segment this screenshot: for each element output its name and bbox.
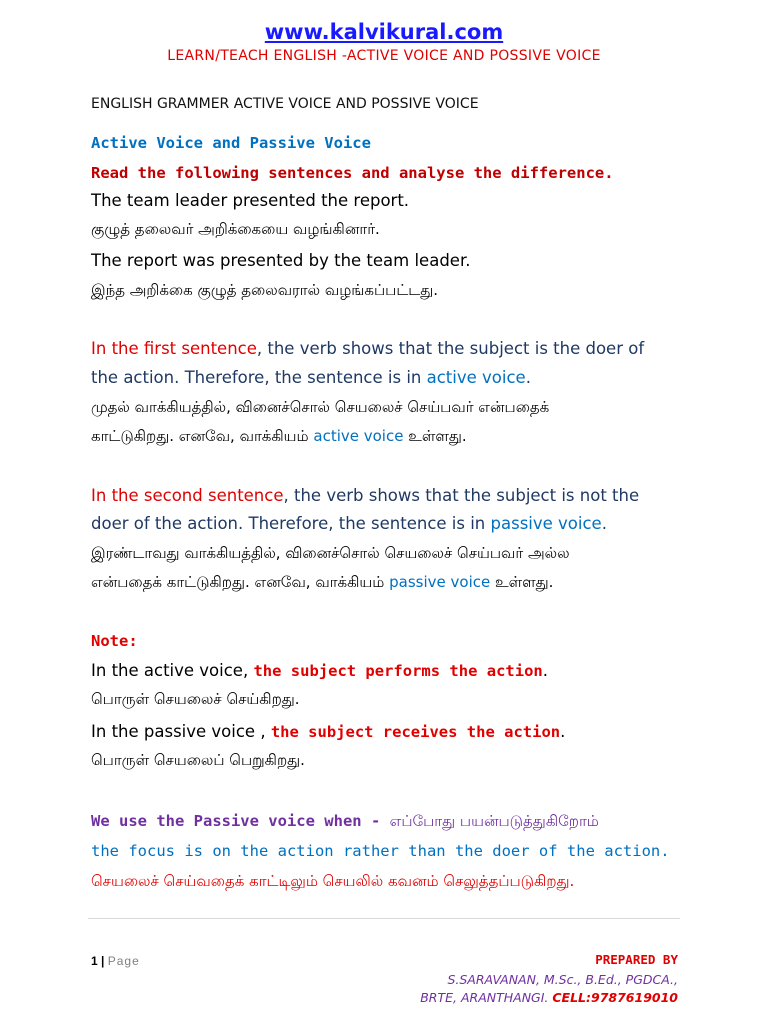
grammar-title: ENGLISH GRAMMER ACTIVE VOICE AND POSSIVE VOICE — [91, 96, 479, 112]
note-active-tamil: பொருள் செயலைச் செய்கிறது. — [91, 690, 300, 708]
author-cell: CELL:9787619010 — [552, 990, 678, 1005]
sentence-2-english: The report was presented by the team leader. — [91, 251, 471, 270]
note-active-highlight: the subject performs the action — [253, 662, 543, 680]
sentence-1-english: The team leader presented the report. — [91, 191, 410, 210]
page-word: Page — [107, 954, 140, 968]
usage-heading-tamil: எப்போது பயன்படுத்துகிறோம் — [389, 812, 599, 830]
author-location: BRTE, ARANTHANGI. — [420, 990, 553, 1005]
first-tamil-line-2 — [91, 427, 467, 447]
note-passive-line — [91, 722, 565, 741]
note-passive-tamil: பொருள் செயலைப் பெறுகிறது. — [91, 751, 305, 769]
first-tamil-end: உள்ளது. — [403, 427, 467, 445]
note-passive-text: In the passive voice , — [91, 722, 271, 741]
second-tamil-line-2 — [91, 573, 553, 593]
usage-heading-english: We use the Passive voice when - — [91, 812, 390, 830]
passive-voice-term: passive voice — [490, 514, 602, 533]
second-sentence-lead: In the second sentence — [91, 486, 284, 505]
second-sentence-line-1 — [91, 486, 639, 505]
author-line-1: S.SARAVANAN, M.Sc., B.Ed., PGDCA., — [447, 972, 678, 987]
first-sentence-lead: In the first sentence — [91, 339, 257, 358]
first-line2-text: the action. Therefore, the sentence is in — [91, 368, 427, 387]
first-tamil-line-1: முதல் வாக்கியத்தில், வினைச்சொல் செயலைச் செய்பவர் என்பதைக் — [91, 398, 550, 416]
passive-voice-term-tamil: passive voice — [389, 573, 491, 591]
first-sentence-line-2 — [91, 368, 531, 387]
note-passive-highlight: the subject receives the action — [270, 723, 561, 741]
second-tamil-end: உள்ளது. — [490, 573, 554, 591]
usage-point-english — [91, 842, 670, 860]
usage-point-text: the focus is on the action rather than the doer of the action. — [91, 842, 670, 860]
page-subtitle: LEARN/TEACH ENGLISH -ACTIVE VOICE AND POSSIVE VOICE — [167, 48, 601, 64]
instruction-text: Read the following sentences and analyse the difference. — [91, 164, 614, 182]
first-line2-end: . — [525, 368, 531, 387]
sentence-1-tamil: குழுத் தலைவர் அறிக்கையை வழங்கினார். — [91, 220, 380, 238]
note-active-end: . — [542, 661, 548, 680]
note-passive-end: . — [560, 722, 566, 741]
second-sentence-rest: , the verb shows that the subject is not the — [283, 486, 640, 505]
second-line2-end: . — [601, 514, 607, 533]
note-active-line — [91, 661, 548, 680]
first-sentence-rest: , the verb shows that the subject is the doer of — [256, 339, 645, 358]
note-label: Note: — [91, 632, 138, 650]
first-tamil-text: காட்டுகிறது. எனவே, வாக்கியம் — [91, 427, 314, 445]
prepared-by-label: PREPARED BY — [595, 952, 678, 967]
page-number-value: 1 — [91, 954, 98, 968]
sentence-2-tamil: இந்த அறிக்கை குழுத் தலைவரால் வழங்கப்பட்டது. — [91, 281, 438, 299]
usage-heading — [91, 811, 599, 832]
author-line-2 — [420, 990, 678, 1005]
usage-point-tamil: செயலைச் செய்வதைக் காட்டிலும் செயலில் கவனம் செலுத்தப்படுகிறது. — [91, 872, 575, 890]
active-voice-term-tamil: active voice — [313, 427, 404, 445]
page-number — [91, 954, 140, 968]
second-tamil-line-1: இரண்டாவது வாக்கியத்தில், வினைச்சொல் செயலைச் செய்பவர் அல்ல — [91, 544, 570, 562]
footer-divider — [88, 918, 680, 919]
section-heading: Active Voice and Passive Voice — [91, 134, 371, 152]
second-line2-text: doer of the action. Therefore, the sentence is in — [91, 514, 491, 533]
second-sentence-line-2 — [91, 514, 607, 533]
active-voice-term: active voice — [426, 368, 526, 387]
page-separator: | — [97, 954, 108, 968]
first-sentence-line-1 — [91, 339, 644, 358]
site-url[interactable]: www.kalvikural.com — [264, 20, 504, 44]
note-active-text: In the active voice, — [91, 661, 254, 680]
second-tamil-text: என்பதைக் காட்டுகிறது. எனவே, வாக்கியம் — [91, 573, 390, 591]
